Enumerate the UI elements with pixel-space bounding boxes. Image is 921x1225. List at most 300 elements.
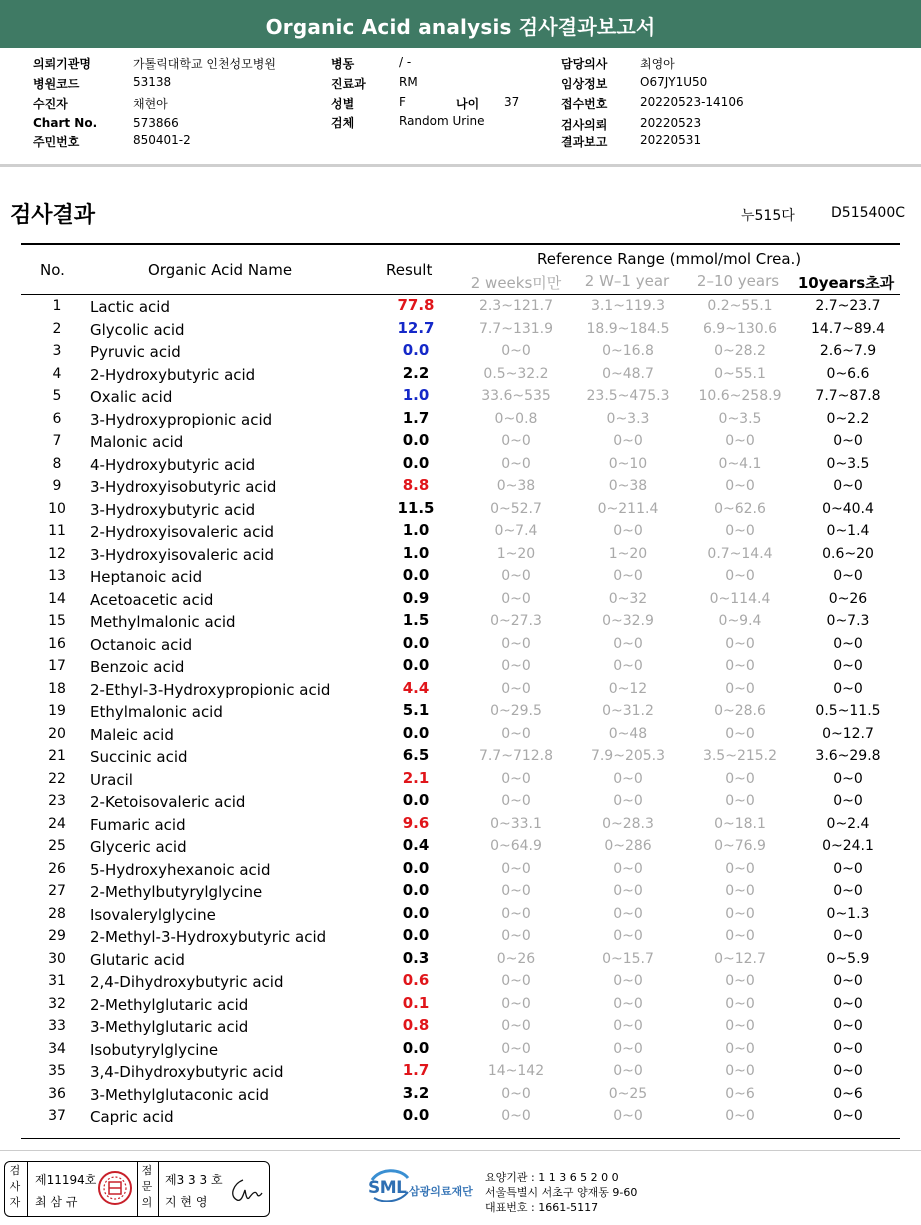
ref-range-2w: 0~0 bbox=[501, 433, 531, 449]
result-value: 0.0 bbox=[402, 656, 430, 674]
table-row bbox=[21, 319, 900, 342]
ref-range-10y: 0~6 bbox=[725, 1085, 755, 1102]
ref-range-2w: 7.7~131.9 bbox=[478, 320, 554, 337]
ref-range-10y: 0~0 bbox=[725, 1108, 755, 1124]
info-label: 임상정보 bbox=[561, 77, 608, 91]
ref-range-10y: 0~0 bbox=[725, 860, 755, 877]
ref-range-10y: 0~28.6 bbox=[714, 703, 766, 719]
result-value: 0.4 bbox=[402, 836, 430, 854]
table-row bbox=[21, 1084, 900, 1107]
report-code: D515400C bbox=[831, 205, 905, 221]
org-name: 삼광의료재단 bbox=[409, 1185, 473, 1198]
table-bottom-rule bbox=[21, 1138, 900, 1139]
ref-range-1y: 3.1~119.3 bbox=[590, 298, 666, 314]
ref-range-10y: 0~0 bbox=[725, 928, 755, 944]
table-row bbox=[21, 611, 900, 634]
ref-range-10y: 0~9.4 bbox=[718, 613, 762, 629]
result-value: 0.0 bbox=[402, 881, 430, 899]
col-header-r1: 2 weeks미만 bbox=[470, 274, 562, 292]
ref-range-adult: 0~0 bbox=[833, 928, 863, 944]
table-row bbox=[21, 499, 900, 522]
col-header-no: No. bbox=[40, 261, 65, 279]
ref-range-2w: 0~0 bbox=[501, 883, 531, 899]
ref-range-10y: 0~4.1 bbox=[718, 455, 762, 472]
ref-range-10y: 0~114.4 bbox=[709, 590, 771, 607]
acid-name: 2-Hydroxyisovaleric acid bbox=[90, 523, 275, 541]
result-value: 0.0 bbox=[402, 926, 430, 944]
acid-name: Malonic acid bbox=[90, 433, 184, 451]
ref-range-1y: 0~0 bbox=[613, 883, 643, 899]
acid-name: 2-Ethyl-3-Hydroxypropionic acid bbox=[90, 680, 331, 699]
footer-line: 대표번호 : 1661-5117 bbox=[485, 1201, 599, 1214]
table-row bbox=[21, 454, 900, 477]
acid-name: Ethylmalonic acid bbox=[90, 703, 223, 721]
result-value: 0.9 bbox=[402, 588, 430, 607]
seal-stamp-icon bbox=[97, 1170, 133, 1206]
col-header-name: Organic Acid Name bbox=[148, 261, 293, 279]
ref-range-2w: 0~0 bbox=[501, 658, 531, 674]
ref-range-1y: 0~38 bbox=[608, 478, 648, 494]
table-row bbox=[21, 1061, 900, 1084]
acid-name: 3-Hydroxybutyric acid bbox=[90, 500, 256, 519]
ref-range-2w: 2.3~121.7 bbox=[478, 298, 554, 314]
acid-name: Isobutyrylglycine bbox=[90, 1040, 219, 1059]
ref-range-adult: 0~2.2 bbox=[826, 410, 870, 427]
ref-range-10y: 0~0 bbox=[725, 973, 755, 989]
ref-range-adult: 0~0 bbox=[833, 568, 863, 584]
result-value: 1.5 bbox=[402, 611, 430, 629]
ref-range-1y: 0~0 bbox=[613, 1018, 643, 1034]
acid-name: 3-Methylglutaconic acid bbox=[90, 1085, 270, 1104]
ref-range-1y: 0~0 bbox=[613, 523, 643, 539]
ref-range-adult: 0~0 bbox=[833, 635, 863, 652]
row-number: 7 bbox=[52, 433, 62, 449]
col-header-r4: 10years초과 bbox=[797, 274, 895, 292]
ref-range-10y: 0~0 bbox=[725, 1040, 755, 1057]
row-number: 34 bbox=[48, 1040, 66, 1057]
acid-name: Pyruvic acid bbox=[90, 343, 181, 361]
result-value: 1.7 bbox=[402, 408, 430, 427]
table-header-rule bbox=[21, 294, 900, 295]
result-value: 0.8 bbox=[402, 1016, 430, 1034]
acid-name: Glycolic acid bbox=[90, 320, 185, 339]
table-row bbox=[21, 521, 900, 544]
ref-range-2w: 0~0 bbox=[501, 793, 531, 809]
row-number: 23 bbox=[48, 793, 66, 809]
acid-name: 2-Hydroxybutyric acid bbox=[90, 365, 256, 384]
row-number: 16 bbox=[48, 635, 66, 652]
ref-range-10y: 0~0 bbox=[725, 770, 755, 787]
result-value: 0.0 bbox=[402, 791, 430, 809]
acid-name: 4-Hydroxybutyric acid bbox=[90, 455, 256, 474]
table-row bbox=[21, 701, 900, 724]
ref-range-10y: 10.6~258.9 bbox=[698, 388, 782, 404]
acid-name: Uracil bbox=[90, 770, 133, 789]
sig-vertical-label: 자 bbox=[9, 1196, 21, 1209]
table-row bbox=[21, 679, 900, 702]
row-number: 27 bbox=[48, 883, 66, 899]
ref-range-2w: 0~0 bbox=[501, 770, 531, 787]
ref-range-1y: 0~32 bbox=[608, 590, 648, 607]
row-number: 21 bbox=[48, 748, 66, 764]
results-table-body bbox=[21, 296, 900, 1129]
ref-range-adult: 0~0 bbox=[833, 1108, 863, 1124]
license-number: 제3 3 3 호 bbox=[165, 1173, 223, 1187]
report-code: 누515다 bbox=[741, 208, 795, 224]
signer-name: 지 현 영 bbox=[165, 1195, 208, 1209]
result-value: 0.0 bbox=[402, 453, 430, 472]
ref-range-1y: 0~211.4 bbox=[597, 500, 659, 517]
signer-name: 최 삼 규 bbox=[35, 1195, 78, 1209]
row-number: 11 bbox=[48, 523, 66, 539]
info-value: 850401-2 bbox=[133, 133, 191, 147]
info-label: 검체 bbox=[331, 116, 355, 130]
ref-range-1y: 1~20 bbox=[608, 545, 648, 562]
ref-range-10y: 0~76.9 bbox=[714, 838, 766, 854]
ref-range-1y: 18.9~184.5 bbox=[586, 320, 670, 337]
ref-range-1y: 0~0 bbox=[613, 793, 643, 809]
logo-text: SML bbox=[368, 1178, 407, 1198]
info-value: 20220531 bbox=[640, 133, 702, 147]
ref-range-adult: 2.6~7.9 bbox=[819, 343, 877, 359]
info-value: 20220523 bbox=[640, 116, 702, 130]
info-label: 주민번호 bbox=[33, 135, 80, 149]
ref-range-adult: 0~0 bbox=[833, 995, 863, 1012]
row-number: 28 bbox=[48, 905, 66, 922]
ref-range-10y: 0~0 bbox=[725, 1018, 755, 1034]
ref-range-1y: 0~10 bbox=[608, 455, 648, 472]
ref-range-2w: 0~0 bbox=[501, 455, 531, 472]
acid-name: Acetoacetic acid bbox=[90, 590, 214, 609]
ref-range-1y: 0~0 bbox=[613, 568, 643, 584]
ref-range-10y: 0.7~14.4 bbox=[707, 545, 773, 562]
ref-range-10y: 0~0 bbox=[725, 478, 755, 494]
ref-range-2w: 14~142 bbox=[487, 1063, 545, 1079]
ref-range-adult: 0~0 bbox=[833, 680, 863, 697]
info-value: 최영아 bbox=[640, 57, 675, 71]
acid-name: 2,4-Dihydroxybutyric acid bbox=[90, 973, 284, 991]
acid-name: 5-Hydroxyhexanoic acid bbox=[90, 860, 271, 879]
row-number: 14 bbox=[48, 590, 66, 607]
divider bbox=[0, 164, 921, 167]
ref-range-2w: 0~0 bbox=[501, 995, 531, 1012]
ref-range-2w: 0~33.1 bbox=[490, 815, 542, 832]
acid-name: 3-Methylglutaric acid bbox=[90, 1018, 249, 1036]
ref-range-1y: 0~0 bbox=[613, 905, 643, 922]
table-row bbox=[21, 881, 900, 904]
row-number: 24 bbox=[48, 815, 66, 832]
ref-range-adult: 0.5~11.5 bbox=[815, 703, 881, 719]
sig-vertical-label: 의 bbox=[141, 1196, 153, 1209]
result-value: 2.1 bbox=[402, 768, 430, 787]
table-row bbox=[21, 341, 900, 364]
acid-name: Capric acid bbox=[90, 1108, 174, 1126]
info-value: 가톨릭대학교 인천성모병원 bbox=[133, 57, 276, 71]
info-label: 성별 bbox=[331, 97, 355, 111]
result-value: 0.1 bbox=[402, 993, 430, 1012]
result-value: 0.0 bbox=[402, 1038, 430, 1057]
ref-range-adult: 0~0 bbox=[833, 1063, 863, 1079]
ref-range-2w: 0~27.3 bbox=[490, 613, 542, 629]
row-number: 25 bbox=[48, 838, 66, 854]
ref-range-10y: 0~3.5 bbox=[718, 410, 762, 427]
table-row bbox=[21, 904, 900, 927]
row-number: 5 bbox=[52, 388, 62, 404]
handwritten-signature-icon bbox=[227, 1176, 263, 1204]
ref-range-1y: 0~0 bbox=[613, 433, 643, 449]
ref-range-1y: 0~48 bbox=[608, 725, 648, 742]
license-number: 제11194호 bbox=[35, 1173, 97, 1187]
patient-info-panel bbox=[0, 48, 921, 165]
ref-range-2w: 0~0 bbox=[501, 343, 531, 359]
report-title: Organic Acid analysis 검사결과보고서 bbox=[265, 15, 656, 39]
info-value: 53138 bbox=[133, 75, 172, 89]
table-row bbox=[21, 544, 900, 567]
result-value: 1.0 bbox=[402, 386, 430, 404]
acid-name: Maleic acid bbox=[90, 725, 174, 744]
ref-range-2w: 0~0 bbox=[501, 1040, 531, 1057]
ref-range-1y: 0~32.9 bbox=[602, 613, 654, 629]
table-row bbox=[21, 566, 900, 589]
ref-range-adult: 0~0 bbox=[833, 793, 863, 809]
row-number: 9 bbox=[52, 478, 62, 494]
ref-range-10y: 0~0 bbox=[725, 433, 755, 449]
ref-range-1y: 0~286 bbox=[604, 838, 652, 854]
result-value: 0.0 bbox=[402, 431, 430, 449]
table-row bbox=[21, 409, 900, 432]
ref-range-adult: 0~24.1 bbox=[822, 838, 874, 854]
report-header-bar bbox=[0, 0, 921, 48]
divider bbox=[137, 1162, 138, 1216]
table-row bbox=[21, 1039, 900, 1062]
ref-range-1y: 0~31.2 bbox=[602, 703, 654, 719]
ref-range-10y: 0~0 bbox=[725, 568, 755, 584]
result-value: 6.5 bbox=[402, 746, 430, 764]
result-value: 0.0 bbox=[402, 566, 430, 584]
ref-range-2w: 0~0 bbox=[501, 973, 531, 989]
info-label: 진료과 bbox=[331, 77, 366, 91]
ref-range-10y: 0~28.2 bbox=[714, 343, 766, 359]
info-value: 20220523-14106 bbox=[640, 95, 744, 109]
table-row bbox=[21, 386, 900, 409]
section-title: 검사결과 bbox=[10, 203, 96, 228]
result-value: 8.8 bbox=[402, 476, 430, 494]
table-row bbox=[21, 1016, 900, 1039]
result-value: 1.0 bbox=[402, 521, 430, 539]
ref-range-10y: 0~12.7 bbox=[714, 950, 766, 967]
acid-name: 2-Methylbutyrylglycine bbox=[90, 883, 263, 901]
info-label: 수진자 bbox=[33, 97, 68, 111]
ref-range-1y: 0~12 bbox=[608, 680, 648, 697]
row-number: 4 bbox=[52, 365, 62, 382]
table-row bbox=[21, 926, 900, 949]
ref-range-10y: 0.2~55.1 bbox=[707, 298, 773, 314]
divider bbox=[27, 1162, 28, 1216]
ref-range-adult: 0~0 bbox=[833, 770, 863, 787]
row-number: 10 bbox=[48, 500, 66, 517]
row-number: 32 bbox=[48, 995, 66, 1012]
ref-range-adult: 0~0 bbox=[833, 860, 863, 877]
sig-vertical-label: 검 bbox=[9, 1164, 21, 1177]
ref-range-10y: 0~62.6 bbox=[714, 500, 766, 517]
ref-range-adult: 0~0 bbox=[833, 883, 863, 899]
ref-range-2w: 0~29.5 bbox=[490, 703, 542, 719]
info-value: / - bbox=[399, 55, 412, 69]
info-value: Random Urine bbox=[399, 114, 485, 128]
table-top-rule bbox=[21, 243, 900, 245]
result-value: 5.1 bbox=[402, 701, 430, 719]
ref-range-adult: 0~26 bbox=[828, 590, 868, 607]
table-row bbox=[21, 769, 900, 792]
ref-range-10y: 0~55.1 bbox=[714, 365, 766, 382]
row-number: 33 bbox=[48, 1018, 66, 1034]
ref-range-2w: 0~0 bbox=[501, 680, 531, 697]
result-value: 77.8 bbox=[397, 296, 435, 314]
row-number: 37 bbox=[48, 1108, 66, 1124]
info-value: F bbox=[399, 95, 406, 109]
table-row bbox=[21, 296, 900, 319]
table-row bbox=[21, 1106, 900, 1129]
ref-range-1y: 0~0 bbox=[613, 860, 643, 877]
ref-range-1y: 0~0 bbox=[613, 928, 643, 944]
table-row bbox=[21, 971, 900, 994]
ref-range-10y: 0~0 bbox=[725, 523, 755, 539]
ref-range-2w: 0~0 bbox=[501, 905, 531, 922]
ref-range-adult: 7.7~87.8 bbox=[815, 388, 881, 404]
result-value: 1.7 bbox=[402, 1061, 430, 1079]
acid-name: 3-Hydroxyisovaleric acid bbox=[90, 545, 275, 564]
ref-range-2w: 0~52.7 bbox=[490, 500, 542, 517]
ref-range-1y: 23.5~475.3 bbox=[586, 388, 670, 404]
ref-range-2w: 0~0 bbox=[501, 635, 531, 652]
ref-range-adult: 0~3.5 bbox=[826, 455, 870, 472]
ref-range-1y: 0~0 bbox=[613, 1108, 643, 1124]
ref-range-2w: 0~26 bbox=[496, 950, 536, 967]
info-value: 채현아 bbox=[133, 97, 168, 111]
acid-name: 3,4-Dihydroxybutyric acid bbox=[90, 1063, 284, 1081]
ref-range-adult: 0~0 bbox=[833, 478, 863, 494]
ref-range-adult: 0~7.3 bbox=[826, 613, 870, 629]
table-row bbox=[21, 476, 900, 499]
acid-name: Octanoic acid bbox=[90, 635, 193, 654]
sig-vertical-label: 문 bbox=[141, 1180, 153, 1193]
ref-range-2w: 0~0 bbox=[501, 725, 531, 742]
table-row bbox=[21, 859, 900, 882]
ref-range-adult: 0~6 bbox=[833, 1085, 863, 1102]
ref-range-10y: 0~18.1 bbox=[714, 815, 766, 832]
ref-range-10y: 6.9~130.6 bbox=[702, 320, 778, 337]
row-number: 15 bbox=[48, 613, 66, 629]
footer-line: 서울특별시 서초구 양재동 9-60 bbox=[485, 1186, 638, 1199]
result-value: 2.2 bbox=[402, 363, 430, 382]
ref-range-1y: 0~0 bbox=[613, 658, 643, 674]
col-header-r2: 2 W–1 year bbox=[584, 272, 670, 290]
acid-name: Glyceric acid bbox=[90, 838, 187, 856]
acid-name: Benzoic acid bbox=[90, 658, 185, 676]
acid-name: 3-Hydroxyisobutyric acid bbox=[90, 478, 277, 496]
ref-range-2w: 0~0 bbox=[501, 1108, 531, 1124]
col-header-result: Result bbox=[386, 261, 433, 279]
result-value: 4.4 bbox=[402, 678, 430, 697]
row-number: 35 bbox=[48, 1063, 66, 1079]
ref-range-2w: 0~0 bbox=[501, 1085, 531, 1102]
ref-range-2w: 0.5~32.2 bbox=[483, 365, 549, 382]
ref-range-adult: 0~2.4 bbox=[826, 815, 870, 832]
row-number: 31 bbox=[48, 973, 66, 989]
row-number: 3 bbox=[52, 343, 62, 359]
ref-range-2w: 0~38 bbox=[496, 478, 536, 494]
ref-range-10y: 0~0 bbox=[725, 793, 755, 809]
table-row bbox=[21, 364, 900, 387]
ref-range-2w: 33.6~535 bbox=[481, 388, 551, 404]
acid-name: Succinic acid bbox=[90, 748, 188, 766]
row-number: 13 bbox=[48, 568, 66, 584]
ref-range-1y: 0~0 bbox=[613, 973, 643, 989]
ref-range-adult: 0~40.4 bbox=[822, 500, 874, 517]
sig-vertical-label: 사 bbox=[9, 1180, 21, 1193]
ref-range-1y: 0~16.8 bbox=[602, 343, 654, 359]
ref-range-2w: 0~0 bbox=[501, 860, 531, 877]
col-header-reference: Reference Range (mmol/mol Crea.) bbox=[537, 250, 802, 268]
divider bbox=[0, 1150, 921, 1151]
ref-range-2w: 0~64.9 bbox=[490, 838, 542, 854]
ref-range-1y: 0~0 bbox=[613, 1040, 643, 1057]
table-row bbox=[21, 949, 900, 972]
ref-range-2w: 0~7.4 bbox=[494, 523, 538, 539]
ref-range-2w: 0~0 bbox=[501, 568, 531, 584]
table-row bbox=[21, 791, 900, 814]
result-value: 1.0 bbox=[402, 543, 430, 562]
ref-range-1y: 0~28.3 bbox=[602, 815, 654, 832]
ref-range-adult: 0.6~20 bbox=[822, 545, 874, 562]
ref-range-2w: 0~0.8 bbox=[494, 410, 538, 427]
acid-name: 2-Methyl-3-Hydroxybutyric acid bbox=[90, 928, 327, 946]
footer-line: 요양기관 : 1 1 3 6 5 2 0 0 bbox=[485, 1171, 619, 1184]
info-label: 접수번호 bbox=[561, 97, 608, 111]
ref-range-1y: 0~0 bbox=[613, 635, 643, 652]
info-label: 병동 bbox=[331, 57, 355, 71]
result-value: 0.0 bbox=[402, 633, 430, 652]
ref-range-1y: 0~48.7 bbox=[602, 365, 654, 382]
col-header-r3: 2–10 years bbox=[696, 272, 780, 290]
ref-range-adult: 0~0 bbox=[833, 433, 863, 449]
acid-name: Isovalerylglycine bbox=[90, 905, 216, 924]
ref-range-10y: 0~0 bbox=[725, 995, 755, 1012]
info-label: 결과보고 bbox=[561, 135, 608, 149]
ref-range-1y: 0~0 bbox=[613, 1063, 643, 1079]
ref-range-10y: 0~0 bbox=[725, 883, 755, 899]
acid-name: 2-Ketoisovaleric acid bbox=[90, 793, 246, 811]
table-row bbox=[21, 836, 900, 859]
info-value: 37 bbox=[504, 95, 520, 109]
table-row bbox=[21, 814, 900, 837]
ref-range-2w: 0~0 bbox=[501, 1018, 531, 1034]
row-number: 1 bbox=[52, 298, 62, 314]
result-value: 12.7 bbox=[397, 318, 435, 337]
table-row bbox=[21, 589, 900, 612]
row-number: 2 bbox=[52, 320, 62, 337]
result-value: 0.6 bbox=[402, 971, 430, 989]
signature-box bbox=[4, 1161, 270, 1217]
row-number: 19 bbox=[48, 703, 66, 719]
ref-range-1y: 0~15.7 bbox=[602, 950, 654, 967]
ref-range-adult: 0~1.4 bbox=[826, 523, 870, 539]
row-number: 29 bbox=[48, 928, 66, 944]
ref-range-10y: 3.5~215.2 bbox=[702, 748, 778, 764]
ref-range-2w: 0~0 bbox=[501, 590, 531, 607]
ref-range-1y: 0~0 bbox=[613, 995, 643, 1012]
result-value: 9.6 bbox=[402, 813, 430, 832]
